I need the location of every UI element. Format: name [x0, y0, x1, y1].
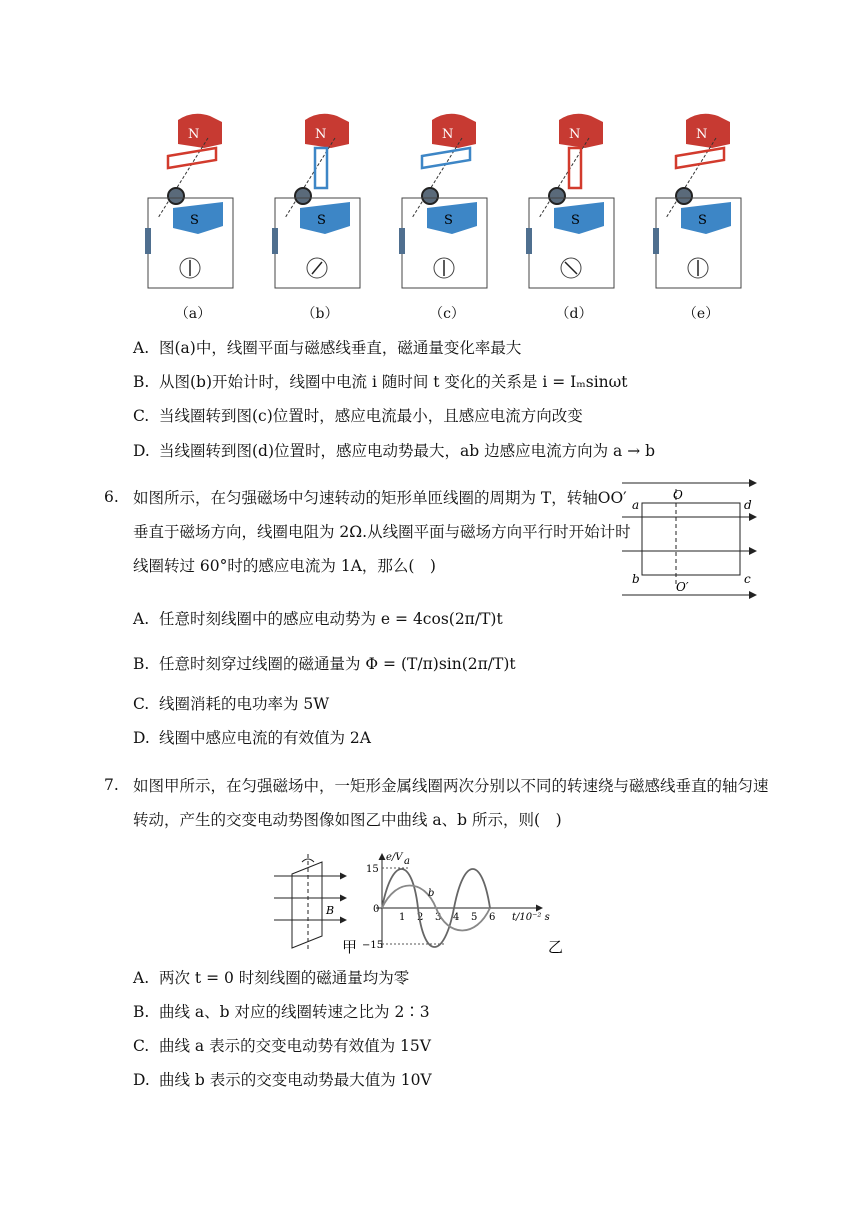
option-letter: B.	[133, 373, 150, 391]
svg-text:S: S	[698, 213, 707, 228]
q6-stem-line-3: 线圈转过 60°时的感应电流为 1A，那么( )	[133, 557, 436, 575]
y-tick-15: 15	[366, 864, 379, 875]
label-b: b	[632, 572, 640, 586]
label-O-prime: O′	[676, 580, 689, 594]
generator-figures-row	[138, 108, 758, 328]
option-text: 线圈消耗的电功率为 5W	[159, 695, 330, 713]
figure-label-b: （b）	[301, 306, 339, 322]
option-text: 当线圈转到图(c)位置时，感应电流最小，且感应电流方向改变	[159, 407, 583, 425]
svg-text:N: N	[696, 127, 708, 142]
q6-option-c	[133, 694, 329, 714]
q7-emf-graph-yi	[362, 848, 572, 958]
q5-option-d	[133, 441, 655, 461]
q7-option-b	[133, 1002, 430, 1022]
field-label-B: B	[326, 904, 335, 917]
svg-text:N: N	[442, 127, 454, 142]
x-tick-3: 3	[435, 912, 442, 923]
option-text: 两次 t = 0 时刻线圈的磁通量均为零	[159, 969, 410, 987]
option-letter: A.	[133, 969, 150, 987]
q6-number: 6.	[104, 488, 119, 506]
q6-stem-line-1: 如图所示，在匀强磁场中匀速转动的矩形单匝线圈的周期为 T，转轴OO′	[133, 489, 627, 507]
option-letter: C.	[133, 1037, 150, 1055]
graph-xlabel: t/10⁻² s	[512, 912, 550, 923]
option-text: 曲线 a、b 对应的线圈转速之比为 2∶3	[159, 1003, 430, 1021]
svg-text:S: S	[317, 213, 326, 228]
graph-ylabel: e/V	[386, 852, 403, 863]
option-letter: B.	[133, 655, 150, 673]
option-text: 线圈中感应电流的有效值为 2A	[159, 729, 371, 747]
q5-option-b	[133, 372, 628, 392]
option-letter: A.	[133, 339, 150, 357]
figure-label-e: （e）	[682, 306, 720, 322]
label-a: a	[632, 498, 640, 512]
y-tick-0: 0	[373, 904, 380, 915]
q7-option-d	[133, 1070, 432, 1090]
option-letter: D.	[133, 442, 150, 460]
option-letter: D.	[133, 1071, 150, 1089]
option-text: 任意时刻线圈中的感应电动势为 e = 4cos(2π/T)t	[159, 610, 503, 628]
x-tick-2: 2	[417, 912, 424, 923]
label-d: d	[744, 498, 752, 512]
generator-figure-d	[519, 108, 629, 323]
q7-stem-line-1: 如图甲所示，在匀强磁场中，一矩形金属线圈两次分别以不同的转速绕与磁感线垂直的轴匀速	[133, 777, 769, 795]
svg-text:N: N	[315, 127, 327, 142]
option-text: 当线圈转到图(d)位置时，感应电动势最大，ab 边感应电流方向为 a → b	[159, 442, 656, 460]
svg-text:S: S	[571, 213, 580, 228]
q6-option-a	[133, 609, 503, 629]
option-text: 曲线 a 表示的交变电动势有效值为 15V	[159, 1037, 431, 1055]
option-text: 任意时刻穿过线圈的磁通量为 Φ = (T/π)sin(2π/T)t	[159, 655, 516, 673]
label-O: O	[673, 488, 683, 502]
label-jia: 甲	[342, 938, 358, 956]
q6-coil-diagram	[620, 475, 760, 603]
x-tick-1: 1	[399, 912, 406, 923]
q7-option-c	[133, 1036, 431, 1056]
option-letter: A.	[133, 610, 150, 628]
q7-stem-line-2: 转动，产生的交变电动势图像如图乙中曲线 a、b 所示，则( )	[133, 811, 562, 829]
figure-label-d: （d）	[555, 306, 593, 322]
generator-figure-a	[138, 108, 248, 323]
magnet-n-label: N	[188, 127, 200, 142]
q5-option-a	[133, 338, 521, 358]
option-letter: B.	[133, 1003, 150, 1021]
figure-label-a: （a）	[174, 306, 212, 322]
x-tick-4: 4	[453, 912, 460, 923]
q6-stem-line-2: 垂直于磁场方向，线圈电阻为 2Ω.从线圈平面与磁场方向平行时开始计时	[133, 523, 631, 541]
y-tick-neg15: −15	[362, 940, 384, 951]
figure-label-c: （c）	[429, 306, 465, 322]
svg-text:N: N	[569, 127, 581, 142]
option-letter: C.	[133, 695, 150, 713]
option-letter: D.	[133, 729, 150, 747]
q7-option-a	[133, 968, 409, 988]
x-tick-6: 6	[489, 912, 496, 923]
q6-option-b	[133, 654, 516, 674]
label-yi: 乙	[548, 938, 564, 956]
q6-option-d	[133, 728, 371, 748]
q5-option-c	[133, 406, 583, 426]
magnet-s-label: S	[190, 213, 199, 228]
option-text: 曲线 b 表示的交变电动势最大值为 10V	[159, 1071, 432, 1089]
generator-figure-b	[265, 108, 375, 323]
svg-text:S: S	[444, 213, 453, 228]
q7-number: 7.	[104, 776, 119, 794]
generator-figure-c	[392, 108, 502, 323]
label-c: c	[744, 572, 751, 586]
curve-b-label: b	[428, 888, 435, 899]
option-text: 从图(b)开始计时，线圈中电流 i 随时间 t 变化的关系是 i = Iₘsinωt	[159, 373, 628, 391]
option-text: 图(a)中，线圈平面与磁感线垂直，磁通量变化率最大	[159, 339, 522, 357]
x-tick-5: 5	[471, 912, 478, 923]
q7-coil-diagram-jia	[270, 852, 360, 957]
generator-figure-e	[646, 108, 756, 323]
option-letter: C.	[133, 407, 150, 425]
curve-a-label: a	[404, 856, 410, 867]
